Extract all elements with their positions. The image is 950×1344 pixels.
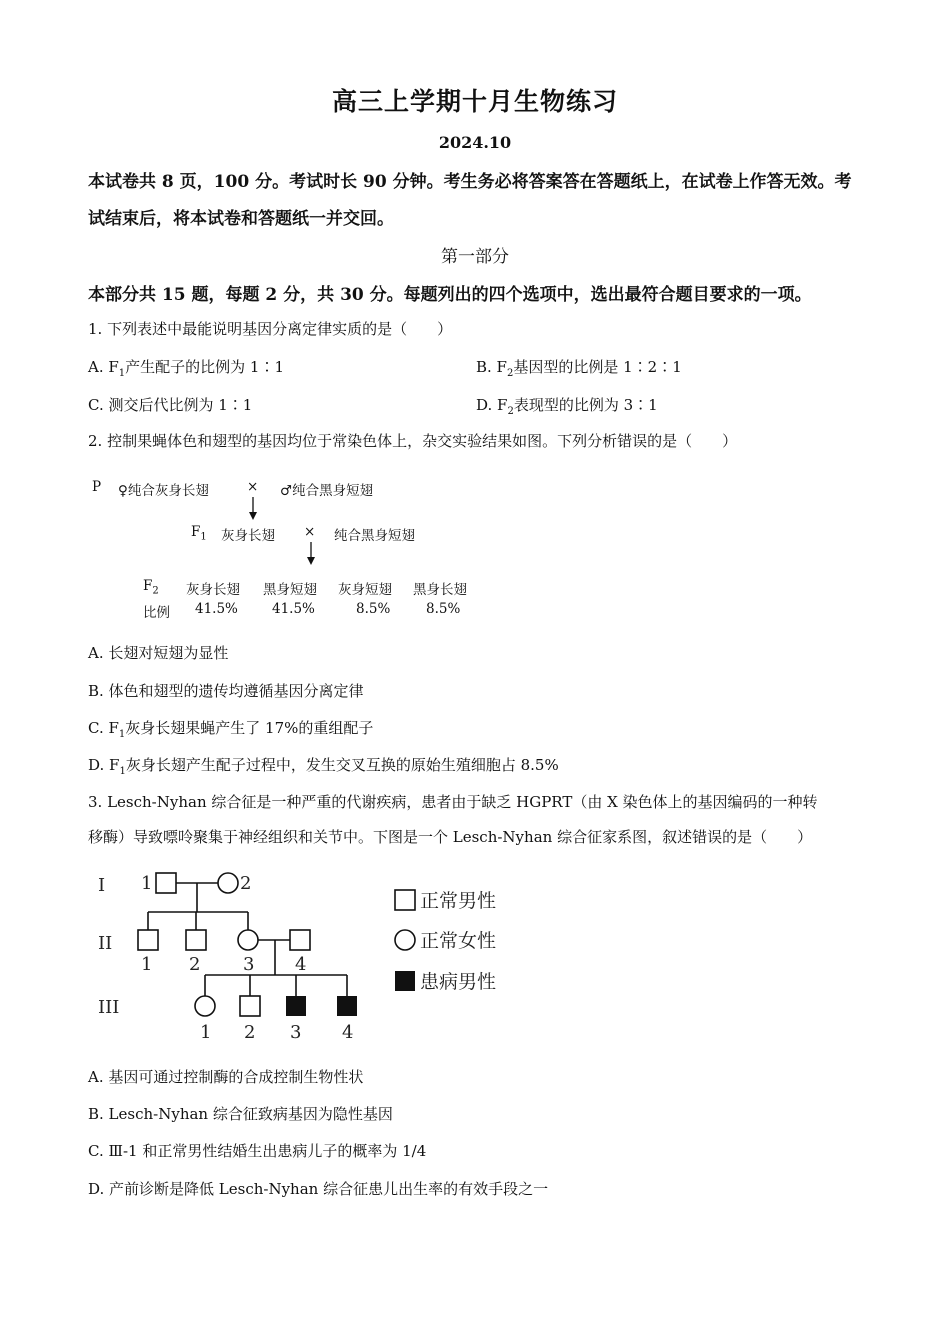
pedigree-normal-male: [156, 873, 176, 893]
cross-p-female: ♀纯合灰身长翅: [118, 483, 209, 499]
pedigree-individual-number: 3: [243, 954, 255, 975]
pedigree-individual-number: 2: [244, 1022, 256, 1043]
pedigree-gen-label: I: [98, 875, 106, 896]
legend-normal-male-symbol: [395, 890, 415, 910]
cross-f1-mate: 纯合黑身短翅: [334, 528, 415, 544]
legend-affected-male-symbol: [395, 971, 415, 991]
pedigree-individual-number: 3: [290, 1022, 302, 1043]
cross-ratio-label: 比例: [143, 605, 170, 621]
legend-label: 患病男性: [420, 971, 497, 993]
pedigree-affected-male: [286, 996, 306, 1016]
q3-option-b: B. Lesch-Nyhan 综合征致病基因为隐性基因: [88, 1105, 393, 1123]
cross-p-label: P: [92, 479, 102, 495]
legend-label: 正常男性: [420, 890, 497, 912]
exam-intro: 本试卷共 8 页，100 分。考试时长 90 分钟。考生务必将答案答在答题纸上，在试卷上作答无效。考试结束后，将本试卷和答题纸一并交回。: [88, 172, 852, 229]
cross-f1-parent: 灰身长翅: [221, 528, 275, 544]
q3-stem-line1: 3. Lesch-Nyhan 综合征是一种严重的代谢疾病，患者由于缺乏 HGPRT（由 X 染色体上的基因编码的一种转: [88, 793, 818, 811]
q2-option-d: D. $F_1$灰身长翅产生配子过程中，发生交叉互换的原始生殖细胞占 8.5%: [88, 756, 559, 777]
pedigree-normal-male: [186, 930, 206, 950]
q3-option-a: A. 基因可通过控制酶的合成控制生物性状: [88, 1068, 364, 1086]
q2-option-a: A. 长翅对短翅为显性: [88, 644, 229, 662]
q1-stem: 1. 下列表述中最能说明基因分离定律实质的是（ ）: [88, 320, 453, 338]
q1-option-c: C. 测交后代比例为 1∶1: [88, 396, 253, 414]
pedigree-individual-number: 1: [141, 954, 153, 975]
cross-f1-label: $F_1$: [191, 524, 207, 543]
cross-symbol: ×: [247, 479, 259, 495]
legend-label: 正常女性: [420, 930, 497, 952]
q1-option-d: D. $F_2$表现型的比例为 3∶1: [476, 396, 658, 417]
pedigree-normal-female: [218, 873, 238, 893]
q1-option-b: B. $F_2$基因型的比例是 1∶2∶1: [476, 358, 682, 379]
q3-option-c: C. Ⅲ-1 和正常男性结婚生出患病儿子的概率为 1/4: [88, 1142, 427, 1160]
part-instruction: 本部分共 15 题，每题 2 分，共 30 分。每题列出的四个选项中，选出最符合题目要求的一项。: [88, 285, 812, 305]
q2-option-c: C. $F_1$灰身长翅果蝇产生了 17%的重组配子: [88, 719, 374, 740]
q3-stem-line2: 移酶）导致嘌呤聚集于神经组织和关节中。下图是一个 Lesch-Nyhan 综合征家系图，叙述错误的是（ ）: [88, 828, 813, 846]
q2-option-b: B. 体色和翅型的遗传均遵循基因分离定律: [88, 682, 364, 700]
legend-normal-female-symbol: [395, 930, 415, 950]
pedigree-individual-number: 2: [189, 954, 201, 975]
f2-ratio: 8.5%: [426, 601, 461, 617]
pedigree-individual-number: 1: [141, 873, 153, 894]
f2-ratio: 41.5%: [195, 601, 238, 617]
cross-symbol-2: ×: [304, 524, 316, 540]
q1-option-a: A. $F_1$产生配子的比例为 1∶1: [88, 358, 285, 379]
pedigree-normal-male: [240, 996, 260, 1016]
f2-ratio: 41.5%: [272, 601, 315, 617]
pedigree-individual-number: 4: [342, 1022, 354, 1043]
cross-p-male: ♂纯合黑身短翅: [280, 483, 374, 499]
part-title: 第一部分: [441, 247, 509, 267]
pedigree-individual-number: 4: [295, 954, 307, 975]
cross-f2-label: $F_2$: [143, 578, 159, 597]
pedigree-individual-number: 2: [240, 873, 252, 894]
pedigree-individual-number: 1: [200, 1022, 212, 1043]
f2-ratio: 8.5%: [356, 601, 391, 617]
pedigree-gen-label: III: [98, 997, 120, 1018]
f2-phenotype: 灰身长翅: [186, 582, 240, 598]
q3-option-d: D. 产前诊断是降低 Lesch-Nyhan 综合征患儿出生率的有效手段之一: [88, 1180, 549, 1198]
f2-phenotype: 黑身短翅: [263, 582, 317, 598]
pedigree-normal-female: [195, 996, 215, 1016]
pedigree-normal-female: [238, 930, 258, 950]
pedigree-normal-male: [138, 930, 158, 950]
page-title: 高三上学期十月生物练习: [331, 87, 618, 116]
pedigree-affected-male: [337, 996, 357, 1016]
q2-stem: 2. 控制果蝇体色和翅型的基因均位于常染色体上，杂交实验结果如图。下列分析错误的是（ ）: [88, 432, 738, 450]
f2-phenotype: 灰身短翅: [338, 582, 392, 598]
exam-date: 2024.10: [438, 133, 512, 152]
pedigree-gen-label: II: [98, 933, 113, 954]
pedigree-normal-male: [290, 930, 310, 950]
f2-phenotype: 黑身长翅: [413, 582, 467, 598]
